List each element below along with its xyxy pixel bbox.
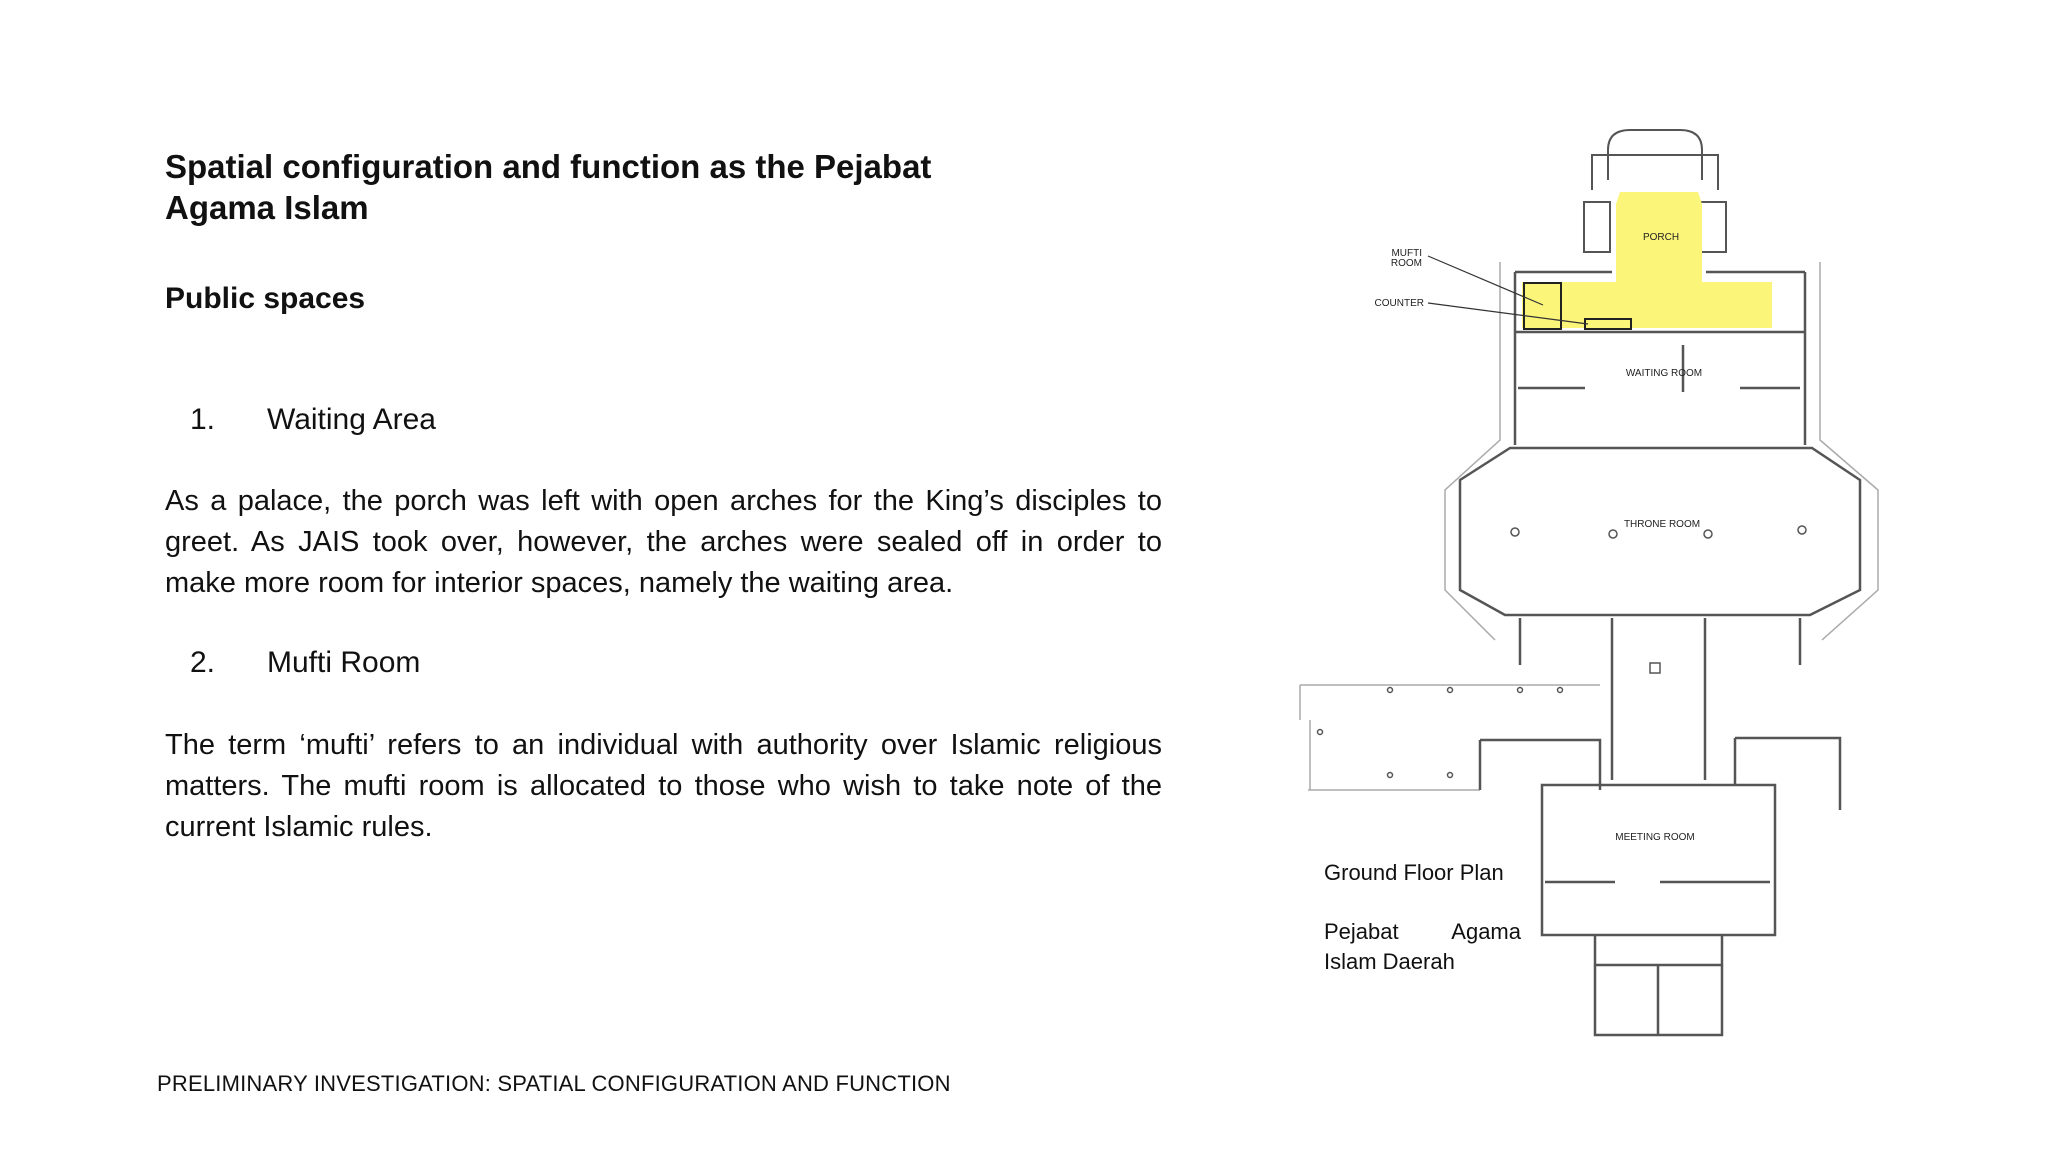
column — [1318, 730, 1323, 735]
rear-annex — [1595, 935, 1722, 1035]
list-heading: Waiting Area — [267, 403, 436, 436]
label-counter: COUNTER — [1374, 298, 1424, 309]
caption-title: Ground Floor Plan — [1324, 860, 1504, 885]
column — [1704, 530, 1712, 538]
label-mufti-room-1: MUFTI — [1391, 248, 1422, 259]
label-throne-room: THRONE ROOM — [1623, 519, 1701, 530]
right-stair-block — [1735, 738, 1840, 810]
label-mufti-room-2: ROOM — [1390, 258, 1422, 269]
floor-plan-caption — [1324, 858, 1521, 977]
column — [1448, 688, 1453, 693]
mufti-room-paragraph: The term ‘mufti’ refers to an individual with authority over Islamic religious matters. The mufti room is allocated to those who wish to take note of the current Islamic rules. — [165, 729, 1162, 843]
footer-text: PRELIMINARY INVESTIGATION: SPATIAL CONFIGURATION AND FUNCTION — [157, 1071, 951, 1096]
list-item-waiting-area — [190, 401, 436, 439]
left-wing-rooms — [1480, 740, 1600, 790]
pier — [1650, 663, 1660, 673]
mufti-leader-line — [1428, 256, 1543, 305]
list-heading: Mufti Room — [267, 646, 421, 679]
label-meeting-room: MEETING ROOM — [1615, 832, 1695, 843]
right-porch-pier — [1700, 202, 1726, 252]
central-corridor — [1520, 618, 1800, 780]
porch-highlight — [1522, 192, 1772, 328]
column — [1518, 688, 1523, 693]
list-number: 1. — [190, 403, 216, 436]
column — [1609, 530, 1617, 538]
porch-outer-wall — [1592, 155, 1718, 190]
caption-subtitle: Pejabat Agama Islam Daerah — [1324, 919, 1521, 974]
left-porch-pier — [1584, 202, 1610, 252]
label-porch: PORCH — [1642, 232, 1680, 243]
column — [1511, 528, 1519, 536]
column — [1388, 688, 1393, 693]
column — [1558, 688, 1563, 693]
waiting-area-paragraph: As a palace, the porch was left with open arches for the King’s disciples to greet. As JAIS took over, however, the arches were sealed off in order to make more room for interior spaces, namely the waiting area. — [165, 485, 1162, 599]
list-item-mufti-room — [190, 644, 420, 682]
column — [1798, 526, 1806, 534]
section-subtitle: Public spaces — [165, 282, 366, 315]
meeting-room-outline — [1542, 785, 1775, 935]
column — [1448, 773, 1453, 778]
slide-title: Spatial configuration and function as the Pejabat Agama Islam — [165, 148, 932, 226]
label-waiting-room: WAITING ROOM — [1625, 368, 1703, 379]
column — [1388, 773, 1393, 778]
list-number: 2. — [190, 646, 216, 679]
